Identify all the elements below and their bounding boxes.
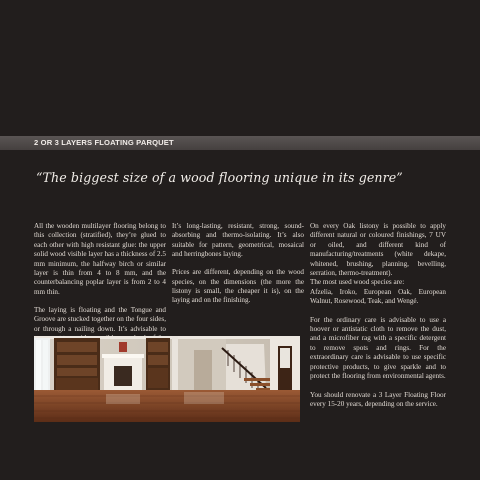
interior-photo-illustration: [34, 336, 300, 422]
text-column-3: [310, 222, 446, 418]
col2-paragraph-2: Prices are different, depending on the wood species, on the dimensions (the more the listony is small, the cheaper it is), on the laying and on the finishing.: [172, 268, 304, 305]
section-title: 2 OR 3 LAYERS FLOATING PARQUET: [34, 138, 174, 147]
col3-paragraph-care: For the ordinary care is advisable to use a hoover or antistatic cloth to remove the dust, and a microfiber rag with a specific detergent to remove spots and rings. For the extraordinary care is advisable to use specific protective products, to give sparkle and to protect the flooring from environmental agents.: [310, 315, 446, 381]
text-column-2: [172, 222, 304, 314]
interior-photo: [34, 336, 300, 422]
col3-species-list: Afzelia, Iroko, European Oak, European Walnut, Rosewood, Teak, and Wengé.: [310, 287, 446, 306]
col3-paragraph-1: On every Oak listony is possible to apply different natural or coloured finishings, 7 UV or oiled, and different kind of manufacturing/treatments (white dekape, whitened, brushing, planning, bevelling, serration, thermo-treatment).: [310, 222, 446, 278]
col1-paragraph-1: All the wooden multilayer flooring belong to this collection (stratified), they’re glued to each other with high resistant glue: the upper solid wood visible layer has a thickness of 2.5 mm minimum, the halfway birch or similar layer is thin from 4 to 8 mm, and the counterbalancing poplar layer is from 2 to 4 mm thin.: [34, 222, 166, 296]
col2-paragraph-1: It’s long-lasting, resistant, strong, sound-absorbing and thermo-isolating. It’s also suitable for pattern, geometrical, mosaical and herringbones laying.: [172, 222, 304, 259]
col3-paragraph-renovate: You should renovate a 3 Layer Floating Floor every 15-20 years, depending on the service.: [310, 390, 446, 408]
col1-paragraph-2: The laying is floating and the Tongue and Groove are stucked together on the four sides, or through a nailing down. It’s advisable to: [34, 305, 166, 333]
tagline: “The biggest size of a wood flooring unique in its genre”: [36, 170, 403, 185]
col3-species-heading: The most used wood species are:: [310, 278, 405, 287]
top-dark-area: [0, 0, 480, 136]
